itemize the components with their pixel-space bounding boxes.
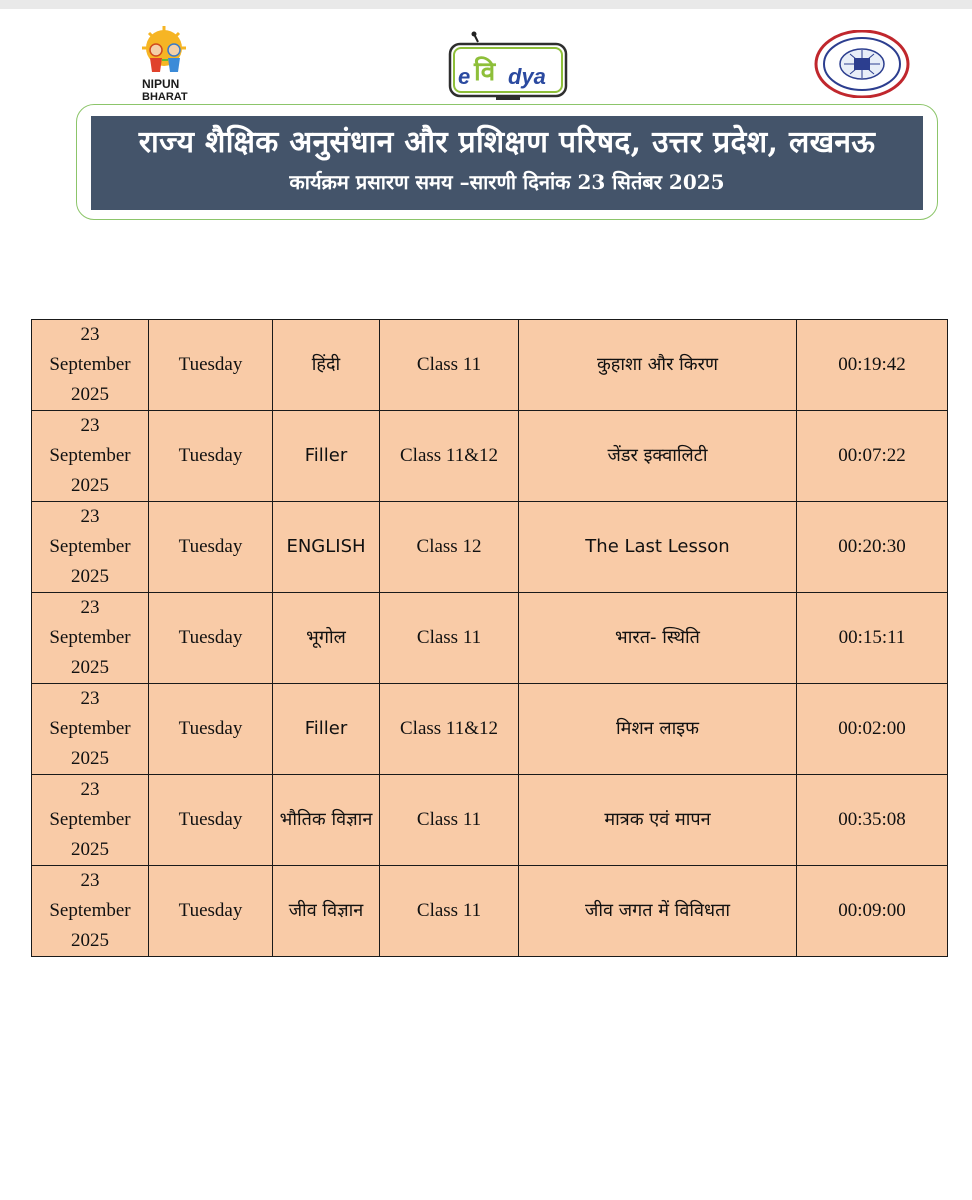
date-part: September (49, 627, 131, 648)
topic-cell: मात्रक एवं मापन (519, 775, 797, 866)
date-cell (32, 502, 149, 593)
date-part: 23 (80, 688, 100, 709)
subject-cell: Filler (273, 684, 380, 775)
date-part: 2025 (71, 384, 109, 405)
topic-cell: जेंडर इक्वालिटी (519, 411, 797, 502)
page-subtitle: कार्यक्रम प्रसारण समय –सारणी दिनांक 23 सितंबर 2025 (289, 170, 725, 194)
date-part: 2025 (71, 839, 109, 860)
date-cell (32, 866, 149, 957)
date-part: September (49, 445, 131, 466)
date-cell (32, 684, 149, 775)
weekday-cell: Tuesday (149, 593, 273, 684)
svg-text:NIPUN: NIPUN (142, 77, 180, 91)
table-row (32, 866, 948, 957)
subject-cell: भूगोल (273, 593, 380, 684)
duration-cell: 00:09:00 (797, 866, 948, 957)
date-part: September (49, 900, 131, 921)
date-cell (32, 593, 149, 684)
table-row (32, 502, 948, 593)
weekday-cell: Tuesday (149, 502, 273, 593)
date-part: 23 (80, 324, 100, 345)
class-cell: Class 11&12 (380, 684, 519, 775)
topic-cell: जीव जगत में विविधता (519, 866, 797, 957)
date-cell (32, 775, 149, 866)
date-part: 23 (80, 506, 100, 527)
subject-cell: जीव विज्ञान (273, 866, 380, 957)
class-cell: Class 12 (380, 502, 519, 593)
topic-cell: भारत- स्थिति (519, 593, 797, 684)
table-row (32, 411, 948, 502)
svg-text:वि: वि (474, 57, 496, 87)
top-strip (0, 0, 972, 9)
header-banner (91, 116, 923, 210)
weekday-cell: Tuesday (149, 684, 273, 775)
svg-text:dya: dya (508, 64, 546, 89)
date-part: 2025 (71, 657, 109, 678)
topic-cell: कुहाशा और किरण (519, 320, 797, 411)
scert-seal-logo (814, 30, 910, 98)
date-cell (32, 411, 149, 502)
schedule-body (32, 320, 948, 957)
duration-cell: 00:35:08 (797, 775, 948, 866)
subject-cell: हिंदी (273, 320, 380, 411)
page-title: राज्य शैक्षिक अनुसंधान और प्रशिक्षण परिषद, उत्तर प्रदेश, लखनऊ (138, 125, 876, 160)
date-part: 2025 (71, 566, 109, 587)
table-row (32, 593, 948, 684)
weekday-cell: Tuesday (149, 411, 273, 502)
duration-cell: 00:20:30 (797, 502, 948, 593)
date-part: 2025 (71, 930, 109, 951)
date-part: 23 (80, 779, 100, 800)
date-part: 23 (80, 870, 100, 891)
class-cell: Class 11&12 (380, 411, 519, 502)
duration-cell: 00:15:11 (797, 593, 948, 684)
nipun-logo-wordmark (142, 77, 188, 102)
duration-cell: 00:02:00 (797, 684, 948, 775)
schedule-table (31, 319, 948, 957)
date-part: 23 (80, 597, 100, 618)
class-cell: Class 11 (380, 320, 519, 411)
weekday-cell: Tuesday (149, 775, 273, 866)
weekday-cell: Tuesday (149, 320, 273, 411)
duration-cell: 00:07:22 (797, 411, 948, 502)
duration-cell: 00:19:42 (797, 320, 948, 411)
date-part: September (49, 354, 131, 375)
svg-text:BHARAT: BHARAT (142, 91, 188, 102)
date-part: September (49, 718, 131, 739)
date-part: September (49, 536, 131, 557)
date-part: 2025 (71, 475, 109, 496)
subject-cell: ENGLISH (273, 502, 380, 593)
table-row (32, 775, 948, 866)
topic-cell: मिशन लाइफ (519, 684, 797, 775)
weekday-cell: Tuesday (149, 866, 273, 957)
subject-cell: भौतिक विज्ञान (273, 775, 380, 866)
class-cell: Class 11 (380, 593, 519, 684)
table-row (32, 684, 948, 775)
topic-cell: The Last Lesson (519, 502, 797, 593)
svg-text:e: e (458, 64, 471, 89)
class-cell: Class 11 (380, 775, 519, 866)
evidya-logo (448, 30, 568, 102)
table-row (32, 320, 948, 411)
nipun-bharat-logo (120, 26, 210, 102)
date-part: 23 (80, 415, 100, 436)
date-cell (32, 320, 149, 411)
subject-cell: Filler (273, 411, 380, 502)
class-cell: Class 11 (380, 866, 519, 957)
date-part: September (49, 809, 131, 830)
date-part: 2025 (71, 748, 109, 769)
